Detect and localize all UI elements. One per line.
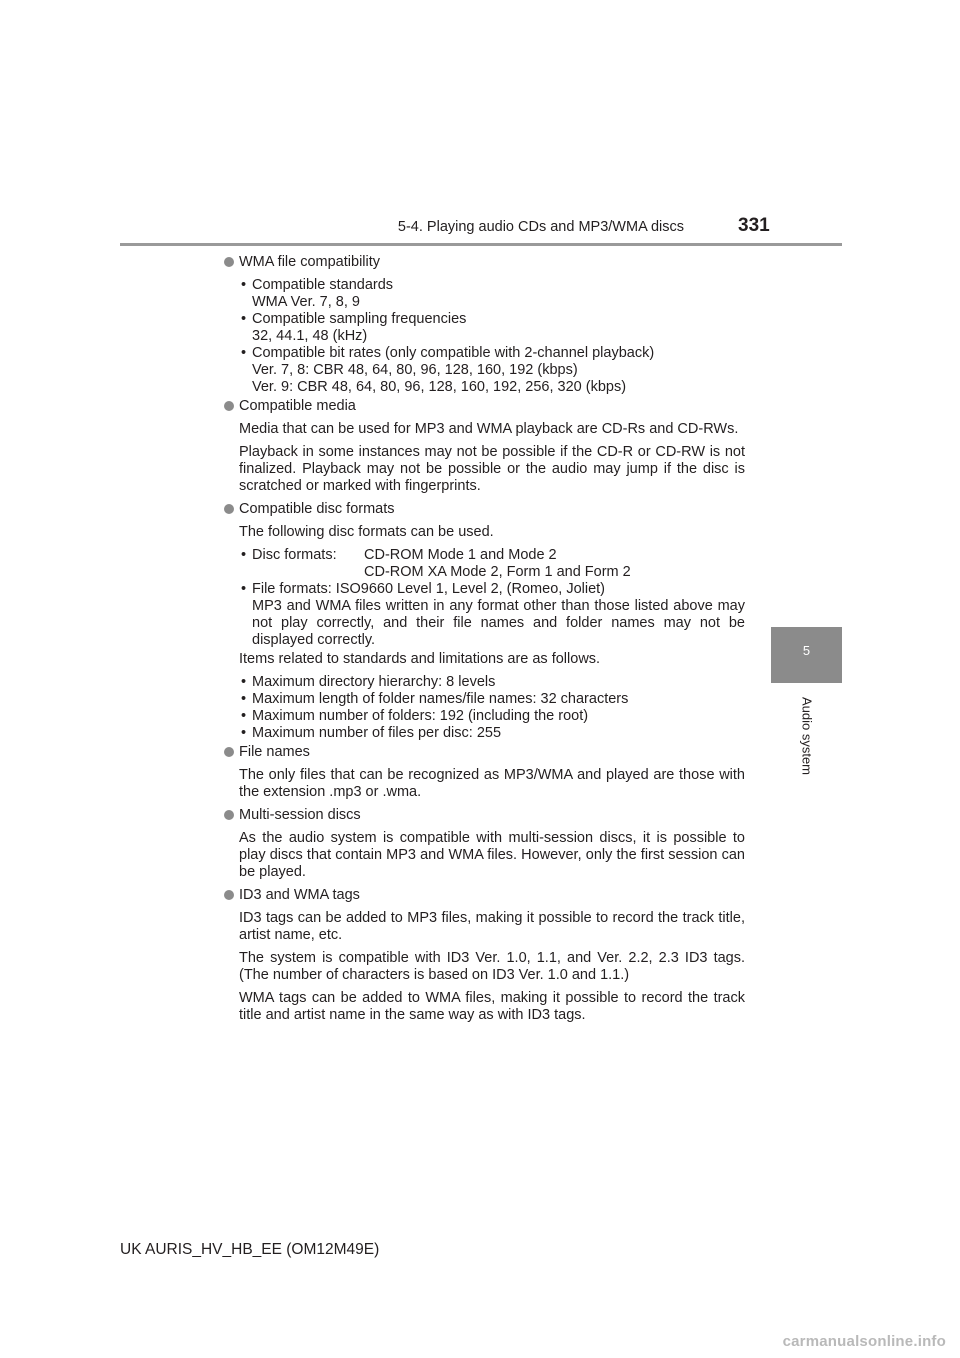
circle-bullet-icon [224,890,234,900]
bullet-mark: • [241,345,247,361]
list-item [239,674,745,691]
header-section-title: 5-4. Playing audio CDs and MP3/WMA discs [397,219,684,235]
footer-model-code: UK AURIS_HV_HB_EE (OM12M49E) [120,1241,380,1258]
list-item-label: Maximum number of folders: 192 (including the root) [252,708,589,724]
circle-bullet-icon [224,504,234,514]
page-number: 331 [738,215,770,236]
section-title: File names [239,744,310,760]
list-item-label: Maximum number of files per disc: 255 [252,725,502,741]
section-title: WMA file compatibility [239,254,381,270]
section-heading [224,887,745,904]
section-multi-session [224,807,745,881]
list-item-label: File formats: ISO9660 Level 1, Level 2, (Romeo, Joliet) [252,581,605,597]
disc-format-value: CD-ROM Mode 1 and Mode 2 [364,547,557,563]
bullet-mark: • [241,674,247,690]
list-item-detail: Ver. 7, 8: CBR 48, 64, 80, 96, 128, 160, 192 (kbps) [252,362,578,378]
disc-format-list [224,547,745,649]
limits-list [224,674,745,742]
section-heading [224,398,745,415]
section-heading [224,744,745,761]
circle-bullet-icon [224,257,234,267]
header-divider [120,243,842,246]
bullet-mark: • [241,581,247,597]
bullet-mark: • [241,311,247,327]
body-paragraph: The only files that can be recognized as MP3/WMA and played are those with the extension .mp3 or .wma. [239,767,745,800]
section-heading [224,501,745,518]
bullet-mark: • [241,691,247,707]
section-file-names [224,744,745,801]
list-item-label: Compatible standards [252,277,394,293]
chapter-label: Audio system [799,696,815,776]
section-title: Multi-session discs [239,807,361,823]
circle-bullet-icon [224,401,234,411]
list-item [239,547,745,581]
list-item-detail: MP3 and WMA files written in any format other than those listed above may not play correctly, and their file names and folder names may not be displayed correctly. [252,598,745,648]
body-paragraph: ID3 tags can be added to MP3 files, making it possible to record the track title, artist name, etc. [239,910,745,943]
bullet-mark: • [241,277,247,293]
list-item [239,345,745,396]
list-item-label: Maximum directory hierarchy: 8 levels [252,674,496,690]
disc-formats-row [252,547,745,581]
bullet-mark: • [241,547,247,563]
section-title: Compatible disc formats [239,501,395,517]
disc-format-value: CD-ROM XA Mode 2, Form 1 and Form 2 [364,564,631,580]
list-item [239,581,745,649]
section-id3-wma-tags [224,887,745,1024]
list-item-detail: 32, 44.1, 48 (kHz) [252,328,368,344]
section-heading [224,254,745,271]
section-disc-formats [224,501,745,742]
list-item-detail: Ver. 9: CBR 48, 64, 80, 96, 128, 160, 192, 256, 320 (kbps) [252,379,627,395]
body-paragraph: Playback in some instances may not be possible if the CD-R or CD-RW is not finalized. Playback may not be possible or the audio may jump if the disc is scratched or marked with fingerprints. [239,444,745,494]
list-item-label: Compatible bit rates (only compatible with 2-channel playback) [252,345,655,361]
wma-spec-list [224,277,745,396]
section-compatible-media [224,398,745,495]
circle-bullet-icon [224,810,234,820]
watermark: carmanualsonline.info [782,1333,946,1350]
list-item-label: Compatible sampling frequencies [252,311,467,327]
list-item [239,691,745,708]
section-title: ID3 and WMA tags [239,887,360,903]
list-item-detail: WMA Ver. 7, 8, 9 [252,294,360,310]
body-paragraph: WMA tags can be added to WMA files, making it possible to record the track title and artist name in the same way as with ID3 tags. [239,990,745,1023]
list-item [239,311,745,345]
list-item-label: Maximum length of folder names/file names: 32 characters [252,691,629,707]
body-paragraph: The system is compatible with ID3 Ver. 1.0, 1.1, and Ver. 2.2, 2.3 ID3 tags. (The number of characters is based on ID3 Ver. 1.0 and 1.1.) [239,950,745,983]
bullet-mark: • [241,725,247,741]
disc-formats-values [364,547,631,581]
circle-bullet-icon [224,747,234,757]
list-item [239,725,745,742]
section-wma-compatibility [224,254,745,396]
chapter-number: 5 [802,643,811,658]
page-content [224,254,745,1030]
body-paragraph: Media that can be used for MP3 and WMA playback are CD-Rs and CD-RWs. [239,421,739,437]
body-paragraph: As the audio system is compatible with multi-session discs, it is possible to play discs that contain MP3 and WMA files. However, only the first session can be played. [239,830,745,880]
section-heading [224,807,745,824]
chapter-tab [771,627,842,683]
bullet-mark: • [241,708,247,724]
list-item [239,277,745,311]
body-paragraph: The following disc formats can be used. [239,524,494,540]
body-paragraph: Items related to standards and limitations are as follows. [239,651,601,667]
section-title: Compatible media [239,398,356,414]
disc-formats-label: Disc formats: [252,547,337,563]
list-item [239,708,745,725]
